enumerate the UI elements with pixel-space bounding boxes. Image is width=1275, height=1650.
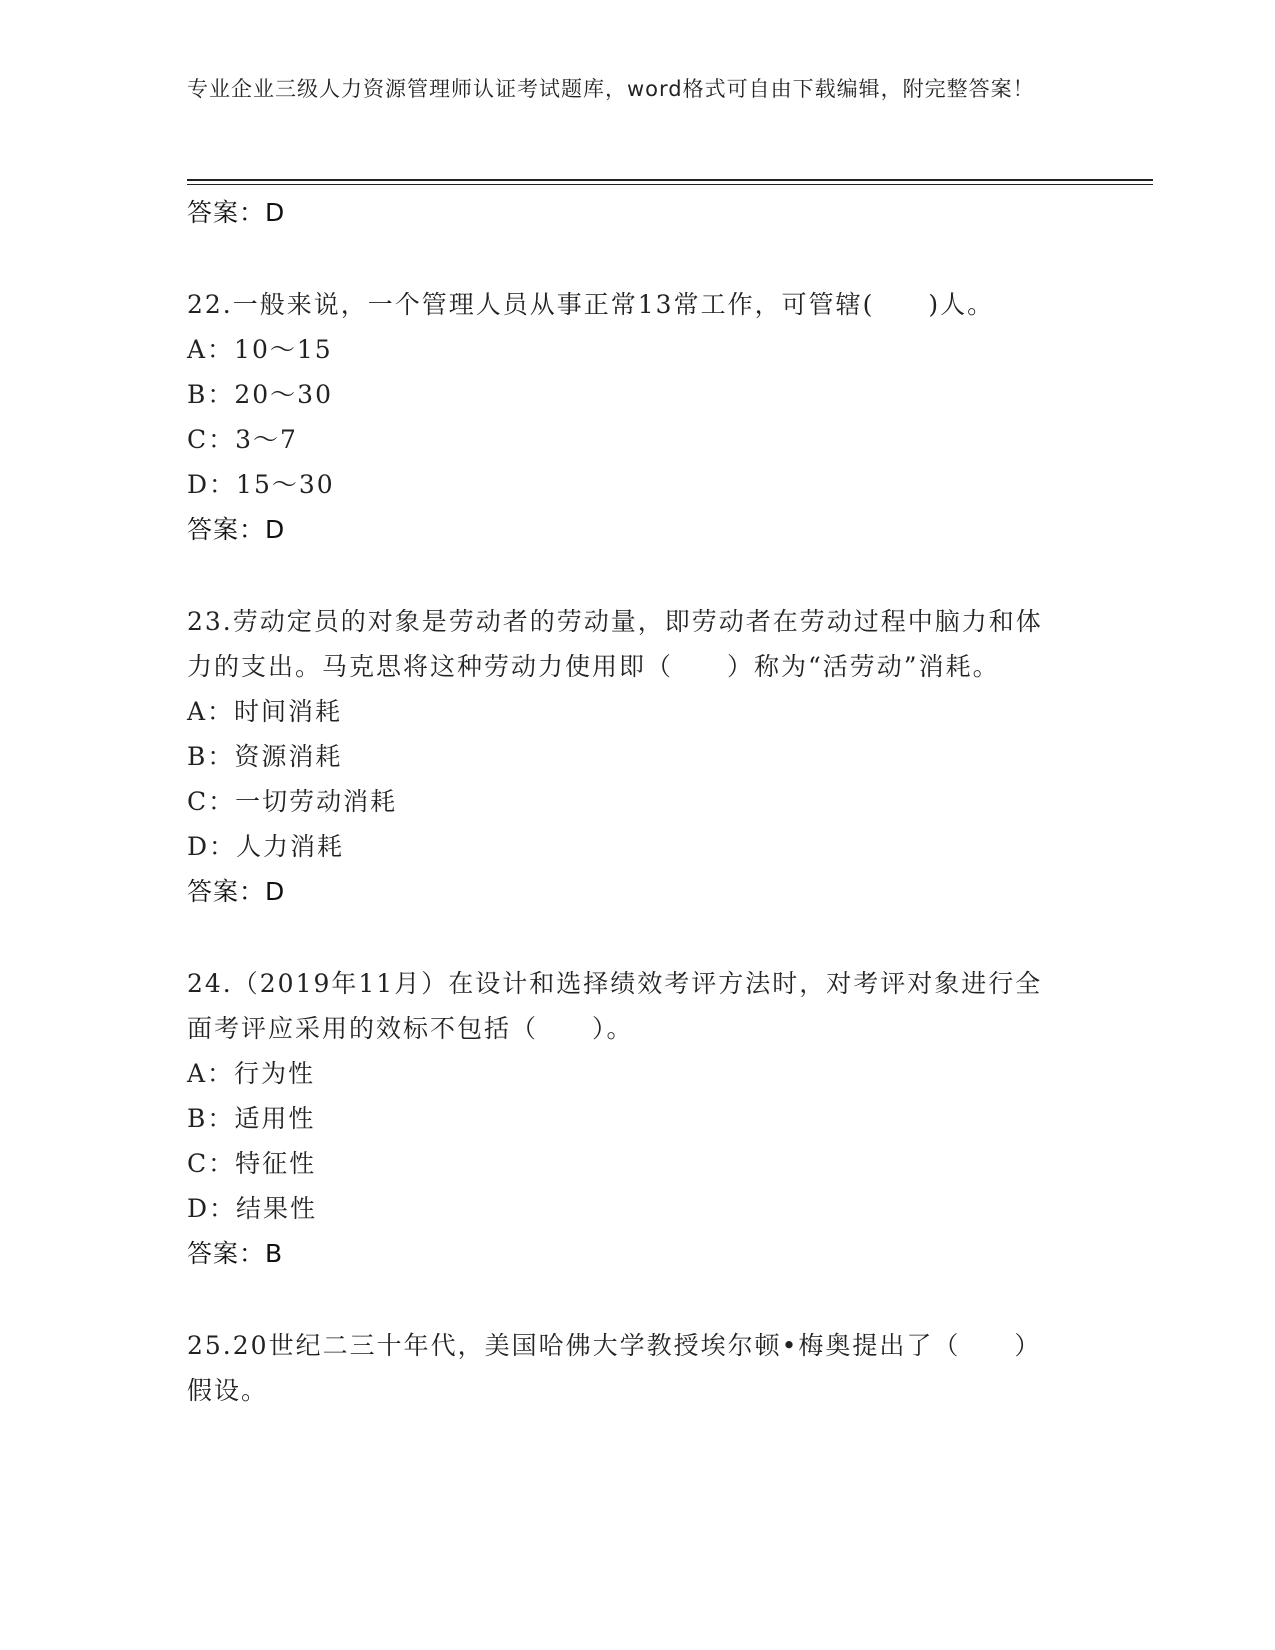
question-block [187,1323,1087,1413]
question-stem: 23.劳动定员的对象是劳动者的劳动量，即劳动者在劳动过程中脑力和体力的支出。马克思将这种劳动力使用即（ ）称为“活劳动”消耗。 [187,607,1043,681]
option-c: C：一切劳动消耗 [187,787,398,816]
answer-line: 答案：D [187,877,286,906]
answer-line: 答案：B [187,1239,284,1268]
header-divider-thick [187,179,1153,181]
question-list [187,190,1087,1413]
option-a: A：时间消耗 [187,697,343,726]
option-a: A：10～15 [187,335,333,364]
spacer [187,553,1087,599]
option-c: C：特征性 [187,1149,317,1178]
option-b: B：20～30 [187,380,333,409]
question-stem: 24.（2019年11月）在设计和选择绩效考评方法时，对考评对象进行全面考评应采用的效标不包括（ ）。 [187,969,1043,1043]
question-block [187,961,1087,1277]
option-b: B：适用性 [187,1104,316,1133]
option-d: D：结果性 [187,1194,318,1223]
option-b: B：资源消耗 [187,742,343,771]
option-d: D：15～30 [187,470,335,499]
spacer [187,915,1087,961]
header-divider-thin [187,184,1153,185]
question-block [187,282,1087,553]
question-block [187,599,1087,915]
document-header: 专业企业三级人力资源管理师认证考试题库，word格式可自由下载编辑，附完整答案！ [187,77,1035,101]
spacer [187,1277,1087,1323]
spacer [187,236,1087,282]
question-stem: 25.20世纪二三十年代，美国哈佛大学教授埃尔顿•梅奥提出了（ ）假设。 [187,1331,1042,1405]
option-a: A：行为性 [187,1059,316,1088]
answer-line: 答案：D [187,198,286,227]
option-c: C：3～7 [187,425,298,454]
answer-line: 答案：D [187,515,286,544]
question-stem: 22.一般来说，一个管理人员从事正常13常工作，可管辖( )人。 [187,290,995,319]
option-d: D：人力消耗 [187,832,345,861]
